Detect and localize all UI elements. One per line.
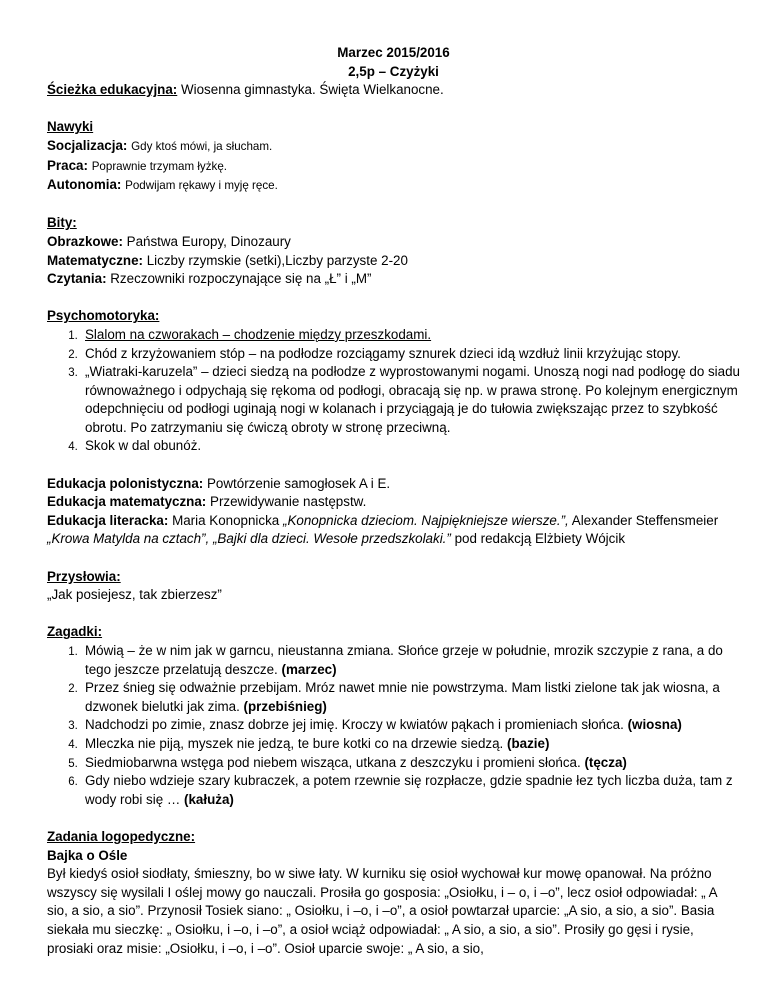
path-value: Wiosenna gimnastyka. Święta Wielkanocne. bbox=[181, 82, 444, 98]
path-line bbox=[47, 81, 740, 100]
header-date: Marzec 2015/2016 bbox=[337, 45, 450, 60]
story-title: Bajka o Ośle bbox=[47, 847, 128, 863]
list-item: 6. Gdy niebo wdzieje szary kubraczek, a potem rzewnie się rozpłacze, gdzie spadnie łez tych liczba duża, tam z wody robi się … (kałuża) bbox=[81, 772, 740, 809]
edu-lit: Edukacja literacka: Maria Konopnicka „Konopnicka dzieciom. Najpiękniejsze wiersze.”, Alexander Steffensmeier „Krowa Matylda na cztach”, „Bajki dla dzieci. Wesołe przedszkolaki.” pod redakcją Elżbiety Wójcik bbox=[47, 512, 719, 547]
list-item: 2. Przez śnieg się odważnie przebijam. Mróz nawet mnie nie powstrzyma. Mam listki zielone tak jak wiosna, a dzwonek bielutki jak zima. (przebiśnieg) bbox=[81, 679, 740, 716]
zagadki-heading: Zagadki: bbox=[47, 624, 103, 640]
nawyki-item: Socjalizacja: Gdy ktoś mówi, ja słucham. bbox=[47, 137, 273, 153]
psycho-heading: Psychomotoryka: bbox=[47, 308, 160, 324]
list-item: 3. „Wiatraki-karuzela” – dzieci siedzą na podłodze z wyprostowanymi nogami. Unoszą nogi nad podłogę do siadu równoważnego i odpychają się rękoma od podłogi, obracają się np. w prawa stronę. Po kolejnym energicznym odepchnięciu od podłogi uginają nogi w kolanach i przyciągają je do tułowia zwiększając przez to szybkość obrotu. Po zatrzymaniu się ćwiczą obroty w stronę przeciwną. bbox=[81, 363, 740, 437]
story-text: Był kiedyś osioł siodłaty, śmieszny, bo w siwe łaty. W kurniku się osioł wychował kur mowę opanował. Na próżno wszyscy się wysilali I oślej mowy go nauczali. Prosiła go gosposia: „Osiołku, i – o, i –o”, lecz osioł odpowiadał: „ A sio, a sio, a sio”. Przynosił Tosiek siano: „ Osiołku, i –o, i –o”, a osioł powtarzał uparcie: „A sio, a sio, a sio”. Basia siekała mu sieczkę: „ Osiołku, i –o, i –o”, a osioł wciąż odpowiadał: „ A sio, a sio, a sio”. Prosiły go gęsi i rysie, prosiaki oraz misie: „Osiołku, i –o, i –o”. Osioł uparcie swoje: „ A sio, a sio, bbox=[47, 866, 717, 956]
przyslowia-text: „Jak posiejesz, tak zbierzesz” bbox=[47, 587, 222, 603]
header-group: 2,5p – Czyżyki bbox=[348, 63, 439, 79]
nawyki-item: Autonomia: Podwijam rękawy i myję ręce. bbox=[47, 177, 278, 193]
list-item: 3. Nadchodzi po zimie, znasz dobrze jej imię. Kroczy w kwiatów pąkach i promieniach słońca. (wiosna) bbox=[81, 716, 740, 735]
list-item: 1. Mówią – że w nim jak w garncu, nieustanna zmiana. Słońce grzeje w południe, mrozik szczypie z rana, a do tego jeszcze przelatują deszcze. (marzec) bbox=[81, 642, 740, 679]
przyslowia-heading: Przysłowia: bbox=[47, 568, 121, 584]
nawyki-heading: Nawyki bbox=[47, 119, 94, 135]
edu-polon: Edukacja polonistyczna: Powtórzenie samogłosek A i E. bbox=[47, 475, 391, 491]
list-item: 2. Chód z krzyżowaniem stóp – na podłodze rozciągamy sznurek dzieci idą wzdłuż linii krzyżując stopy. bbox=[81, 345, 740, 364]
list-item: 5. Siedmiobarwna wstęga pod niebem wisząca, utkana z deszczyku i promieni słońca. (tęcza) bbox=[81, 754, 740, 773]
bity-heading: Bity: bbox=[47, 215, 77, 231]
path-label: Ścieżka edukacyjna: bbox=[47, 82, 178, 98]
bity-item: Obrazkowe: Państwa Europy, Dinozaury bbox=[47, 233, 291, 249]
bity-item: Matematyczne: Liczby rzymskie (setki),Liczby parzyste 2-20 bbox=[47, 252, 408, 268]
bity-item: Czytania: Rzeczowniki rozpoczynające się na „Ł” i „M” bbox=[47, 271, 372, 287]
list-item: 4. Skok w dal obunóż. bbox=[81, 437, 740, 456]
psycho-list bbox=[47, 326, 740, 456]
list-item: 4. Mleczka nie piją, myszek nie jedzą, te bure kotki co na drzewie siedzą. (bazie) bbox=[81, 735, 740, 754]
list-item: 1. Slalom na czworakach – chodzenie między przeszkodami. bbox=[81, 326, 740, 345]
edu-mat: Edukacja matematyczna: Przewidywanie następstw. bbox=[47, 494, 367, 510]
logo-heading: Zadania logopedyczne: bbox=[47, 828, 196, 844]
zagadki-list bbox=[47, 642, 740, 809]
nawyki-item: Praca: Poprawnie trzymam łyżkę. bbox=[47, 157, 227, 173]
